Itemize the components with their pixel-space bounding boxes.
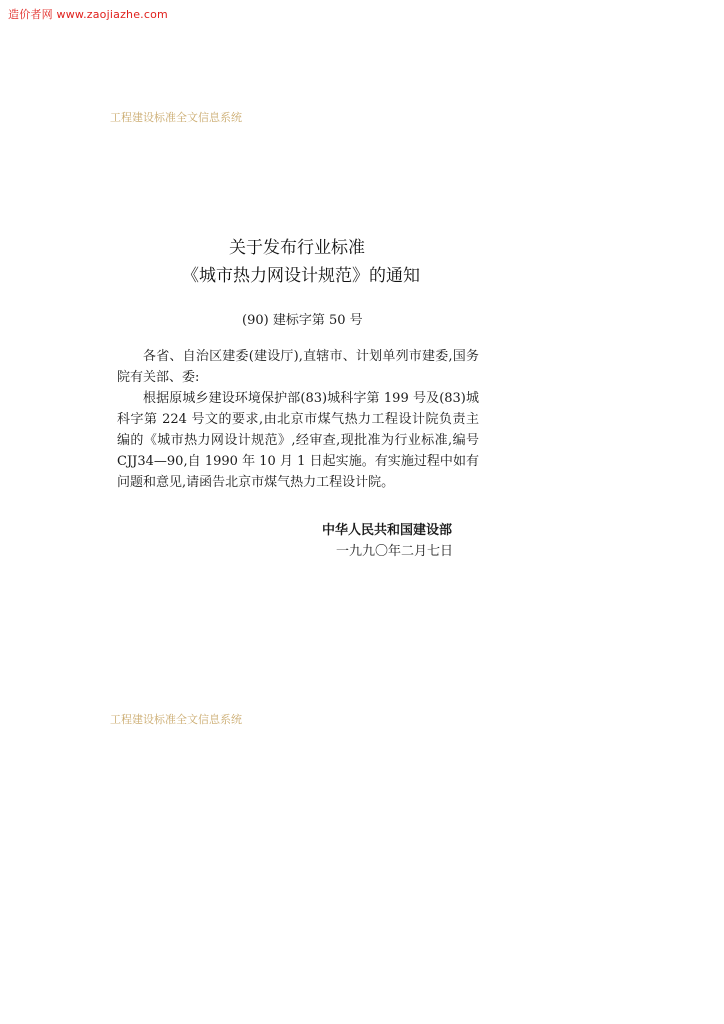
notice-title-line2: 《城市热力网设计规范》的通知 xyxy=(182,266,420,286)
document-number: (90) 建标字第 50 号 xyxy=(242,313,363,328)
paragraph-addressees: 各省、自治区建委(建设厅),直辖市、计划单列市建委,国务院有关部、委: xyxy=(117,349,479,385)
issue-date: 一九九〇年二月七日 xyxy=(336,544,454,559)
site-banner: 造价者网 www.zaojiazhe.com xyxy=(8,8,168,21)
issuer-name: 中华人民共和国建设部 xyxy=(322,523,453,538)
notice-title-line1: 关于发布行业标准 xyxy=(229,238,365,258)
paragraph-main: 根据原城乡建设环境保护部(83)城科字第 199 号及(83)城科字第 224 号文的要求,由北京市煤气热力工程设计院负责主编的《城市热力网设计规范》,经审查,现批准为行业标准,编号 CJJ34—90,自 1990 年 10 月 1 日起实施。有实施过程中如有问题和意见,请函告北京市煤气热力工程设计院。 xyxy=(117,391,479,490)
watermark-bottom: 工程建设标准全文信息系统 xyxy=(110,713,242,726)
watermark-top: 工程建设标准全文信息系统 xyxy=(110,111,242,124)
